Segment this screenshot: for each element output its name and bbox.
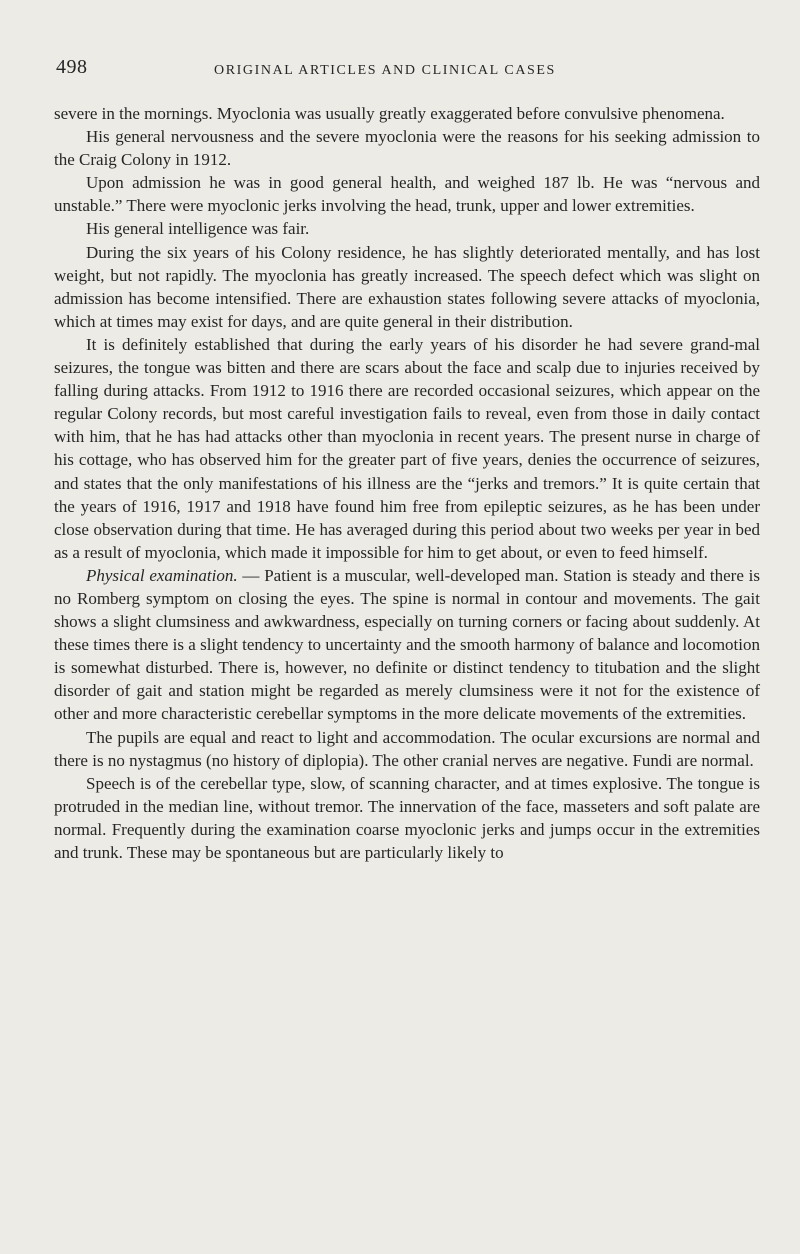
body-text <box>54 102 760 864</box>
paragraph-text: His general intelligence was fair. <box>86 219 310 239</box>
page-header <box>54 56 760 86</box>
paragraph-text: severe in the mornings. Myoclonia was usually greatly exaggerated before convulsive phenomena. <box>54 104 725 123</box>
paragraph-text: His general nervousness and the severe myoclonia were the reasons for his seeking admission to the Craig Colony in 1912. <box>54 127 760 170</box>
paragraph-text: The pupils are equal and react to light and accommodation. The ocular excursions are normal and there is no nystagmus (no history of diplopia). The other cranial nerves are negative. Fundi are normal. <box>54 727 760 770</box>
paragraph-text: During the six years of his Colony residence, he has slightly deteriorated mentally, and has lost weight, but not rapidly. The myoclonia has greatly increased. The speech defect which was slight on admission has become intensified. There are exhaustion states following severe attacks of myoclonia, which at times may exist for days, and are quite general in their distribution. <box>54 242 760 331</box>
paragraph <box>54 217 760 240</box>
paragraph-text: It is definitely established that during the early years of his disorder he had severe grand-mal seizures, the tongue was bitten and there are scars about the face and scalp due to injuries received by falling during attacks. From 1912 to 1916 there are recorded occasional seizures, which appear on the regular Colony records, but most careful investigation fails to reveal, even from those in daily contact with him, that he has had attacks other than myoclonia in recent years. The present nurse in charge of his cottage, who has observed him for the greater part of five years, denies the occurrence of seizures, and states that the only manifestations of his illness are the “jerks and tremors.” It is quite certain that the years of 1916, 1917 and 1918 have found him free from epileptic seizures, as he has been under close observation during that time. He has averaged during this period about two weeks per year in bed as a result of myoclonia, which made it impossible for him to get about, or even to feed himself. <box>54 334 760 562</box>
section-lead-heading: Physical examination. <box>86 565 238 585</box>
running-head: ORIGINAL ARTICLES AND CLINICAL CASES <box>214 63 556 78</box>
paragraph <box>54 333 760 564</box>
paragraph <box>54 102 760 125</box>
paragraph-text: Upon admission he was in good general health, and weighed 187 lb. He was “nervous and unstable.” There were myoclonic jerks involving the head, trunk, upper and lower extremities. <box>54 173 760 216</box>
paragraph <box>54 772 760 864</box>
paragraph <box>54 125 760 171</box>
paragraph <box>54 171 760 217</box>
paragraph-text: Speech is of the cerebellar type, slow, of scanning character, and at times explosive. The tongue is protruded in the median line, without tremor. The innervation of the face, masseters and soft palate are normal. Frequently during the examination coarse myoclonic jerks and jumps occur in the extremities and trunk. These may be spontaneous but are particularly likely to <box>54 773 760 862</box>
paragraph <box>54 241 760 333</box>
paragraph-physical-examination <box>54 564 760 726</box>
paragraph-text: — Patient is a muscular, well-developed man. Station is steady and there is no Romberg symptom on closing the eyes. The spine is normal in contour and movements. The gait shows a slight clumsiness and awkwardness, especially on turning corners or facing about suddenly. At these times there is a slight tendency to uncertainty and the smooth harmony of balance and locomotion is somewhat disturbed. There is, however, no definite or distinct tendency to titubation and the slight disorder of gait and station might be regarded as merely clumsiness were it not for the existence of other and more characteristic cerebellar symptoms in the more delicate movements of the extremities. <box>54 565 760 724</box>
paragraph <box>54 726 760 772</box>
page-number: 498 <box>56 56 88 78</box>
